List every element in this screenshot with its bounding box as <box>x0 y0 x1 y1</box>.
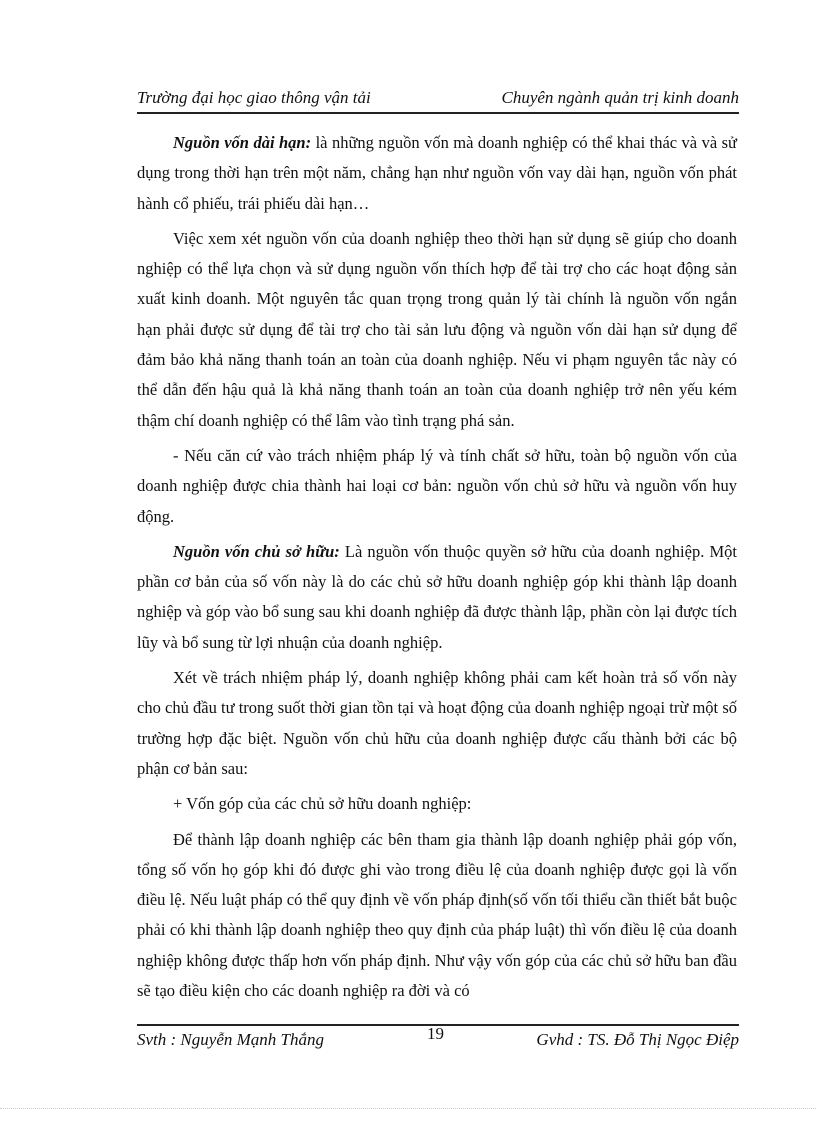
term-long-term-capital: Nguồn vốn dài hạn: <box>173 133 312 152</box>
paragraph-legal-responsibility: Xét về trách nhiệm pháp lý, doanh nghiệp không phải cam kết hoàn trả số vốn này cho chủ đầu tư trong suốt thời gian tồn tại và hoạt động của doanh nghiệp ngoại trừ một số trường hợp đặc biệt. Nguồn vốn chủ hữu của doanh nghiệp được cấu thành bởi các bộ phận cơ bản sau: <box>137 668 737 778</box>
footer-advisor: Gvhd : TS. Đỗ Thị Ngọc Điệp <box>536 1030 739 1049</box>
paragraph-owner-equity <box>137 537 737 658</box>
header-major: Chuyên ngành quản trị kinh doanh <box>501 88 739 107</box>
paragraph-text: Là nguồn vốn thuộc quyền sở hữu của doanh nghiệp. Một phần cơ bản của số vốn này là do các chủ sở hữu doanh nghiệp góp khi thành lập doanh nghiệp và góp vào bổ sung sau khi doanh nghiệp đã được thành lập, phần còn lại được tích lũy và bổ sung từ lợi nhuận của doanh nghiệp. <box>137 541 737 652</box>
paragraph-long-term-capital <box>137 128 737 219</box>
header-university: Trường đại học giao thông vận tải <box>137 88 371 107</box>
paragraph-legal-classification: - Nếu căn cứ vào trách nhiệm pháp lý và tính chất sở hữu, toàn bộ nguồn vốn của doanh nghiệp được chia thành hai loại cơ bản: nguồn vốn chủ sở hữu và nguồn vốn huy động. <box>137 445 737 526</box>
footer-student: Svth : Nguyễn Mạnh Thắng <box>137 1030 324 1049</box>
page-number: 19 <box>427 1024 444 1043</box>
page-header <box>137 86 739 114</box>
paragraph-capital-usage: Việc xem xét nguồn vốn của doanh nghiệp theo thời hạn sử dụng sẽ giúp cho doanh nghiệp có thể lựa chọn và sử dụng nguồn vốn thích hợp để tài trợ cho các hoạt động sản xuất kinh doanh. Một nguyên tắc quan trọng trong quản lý tài chính là nguồn vốn ngắn hạn phải được sử dụng để tài trợ cho tài sản lưu động và nguồn vốn dài hạn sử dụng để đảm bảo khả năng thanh toán an toàn của doanh nghiệp. Nếu vi phạm nguyên tắc này có thể dẫn đến hậu quả là khả năng thanh toán an toàn của doanh nghiệp trở nên yếu kém thậm chí doanh nghiệp có thể lâm vào tình trạng phá sản. <box>137 228 737 430</box>
paragraph-owner-contribution-heading: + Vốn góp của các chủ sở hữu doanh nghiệp: <box>173 794 472 814</box>
term-owner-equity: Nguồn vốn chủ sở hữu: <box>173 541 340 561</box>
paragraph-text: là những nguồn vốn mà doanh nghiệp có thể khai thác và và sử dụng trong thời hạn trên một năm, chẳng hạn như nguồn vốn vay dài hạn, nguồn vốn phát hành cổ phiếu, trái phiếu dài hạn… <box>137 133 738 213</box>
page-edge-divider <box>0 1108 816 1110</box>
page-footer <box>137 1024 739 1056</box>
body-text <box>137 128 737 1011</box>
paragraph-charter-capital: Để thành lập doanh nghiệp các bên tham gia thành lập doanh nghiệp phải góp vốn, tổng số vốn họ góp khi đó được ghi vào trong điều lệ của doanh nghiệp được gọi là vốn điều lệ. Nếu luật pháp có thể quy định về vốn pháp định(số vốn tối thiểu cần thiết bắt buộc phải có khi thành lập doanh nghiệp theo quy định của pháp luật) thì vốn điều lệ của doanh nghiệp không được thấp hơn vốn pháp định. Như vậy vốn góp của các chủ sở hữu ban đầu sẽ tạo điều kiện cho các doanh nghiệp ra đời và có <box>137 829 737 1001</box>
